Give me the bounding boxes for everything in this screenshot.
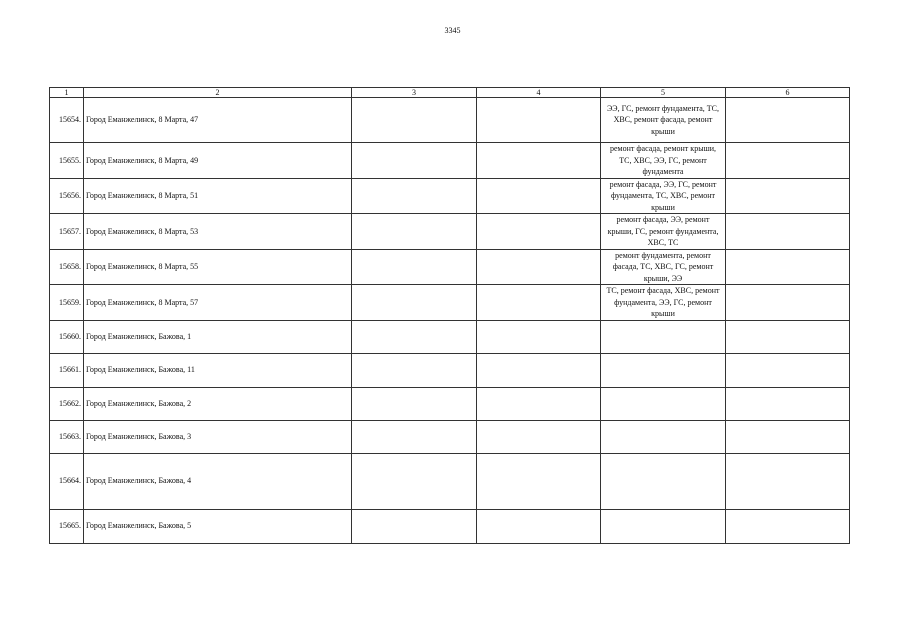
works-cell — [601, 420, 726, 453]
column-6-cell — [726, 420, 850, 453]
column-4-cell — [477, 509, 601, 543]
table-row — [50, 249, 850, 285]
column-4-cell — [477, 98, 601, 143]
address-cell: Город Еманжелинск, Бажова, 1 — [84, 320, 352, 353]
column-3-cell — [352, 249, 477, 285]
column-4-cell — [477, 178, 601, 214]
column-6-cell — [726, 214, 850, 250]
address-cell: Город Еманжелинск, 8 Марта, 57 — [84, 285, 352, 321]
row-number: 15663. — [50, 420, 84, 453]
address-cell: Город Еманжелинск, Бажова, 11 — [84, 353, 352, 387]
address-cell: Город Еманжелинск, Бажова, 3 — [84, 420, 352, 453]
address-cell: Город Еманжелинск, 8 Марта, 51 — [84, 178, 352, 214]
column-3-cell — [352, 143, 477, 179]
column-4-cell — [477, 320, 601, 353]
column-3-cell — [352, 453, 477, 509]
column-4-cell — [477, 249, 601, 285]
table-row — [50, 214, 850, 250]
column-3-cell — [352, 353, 477, 387]
column-3-cell — [352, 98, 477, 143]
column-4-cell — [477, 420, 601, 453]
column-6-cell — [726, 249, 850, 285]
works-cell — [601, 353, 726, 387]
row-number: 15654. — [50, 98, 84, 143]
address-cell: Город Еманжелинск, Бажова, 5 — [84, 509, 352, 543]
works-cell: ремонт фасада, ЭЭ, ремонт крыши, ГС, ремонт фундамента, ХВС, ТС — [601, 214, 726, 250]
column-6-cell — [726, 178, 850, 214]
table-row — [50, 98, 850, 143]
table-row — [50, 285, 850, 321]
column-4-cell — [477, 353, 601, 387]
row-number: 15661. — [50, 353, 84, 387]
column-6-cell — [726, 98, 850, 143]
row-number: 15656. — [50, 178, 84, 214]
table-row — [50, 143, 850, 179]
works-cell: ТС, ремонт фасада, ХВС, ремонт фундамента, ЭЭ, ГС, ремонт крыши — [601, 285, 726, 321]
table-row — [50, 420, 850, 453]
column-header: 2 — [84, 88, 352, 98]
column-6-cell — [726, 387, 850, 420]
row-number: 15664. — [50, 453, 84, 509]
header-row — [50, 88, 850, 98]
column-4-cell — [477, 453, 601, 509]
address-cell: Город Еманжелинск, 8 Марта, 47 — [84, 98, 352, 143]
column-6-cell — [726, 453, 850, 509]
column-3-cell — [352, 214, 477, 250]
address-cell: Город Еманжелинск, Бажова, 4 — [84, 453, 352, 509]
works-cell: ЭЭ, ГС, ремонт фундамента, ТС, ХВС, ремонт фасада, ремонт крыши — [601, 98, 726, 143]
address-cell: Город Еманжелинск, 8 Марта, 55 — [84, 249, 352, 285]
works-cell: ремонт фасада, ЭЭ, ГС, ремонт фундамента, ТС, ХВС, ремонт крыши — [601, 178, 726, 214]
page-number: 3345 — [444, 26, 461, 35]
row-number: 15665. — [50, 509, 84, 543]
column-4-cell — [477, 387, 601, 420]
works-cell — [601, 320, 726, 353]
works-cell — [601, 509, 726, 543]
table-row — [50, 320, 850, 353]
address-cell: Город Еманжелинск, 8 Марта, 49 — [84, 143, 352, 179]
column-6-cell — [726, 285, 850, 321]
row-number: 15659. — [50, 285, 84, 321]
row-number: 15658. — [50, 249, 84, 285]
column-4-cell — [477, 214, 601, 250]
column-header: 3 — [352, 88, 477, 98]
column-4-cell — [477, 143, 601, 179]
works-cell — [601, 387, 726, 420]
column-6-cell — [726, 353, 850, 387]
table-row — [50, 453, 850, 509]
column-header: 4 — [477, 88, 601, 98]
works-cell — [601, 453, 726, 509]
column-6-cell — [726, 509, 850, 543]
address-cell: Город Еманжелинск, Бажова, 2 — [84, 387, 352, 420]
column-4-cell — [477, 285, 601, 321]
column-3-cell — [352, 509, 477, 543]
row-number: 15657. — [50, 214, 84, 250]
column-3-cell — [352, 285, 477, 321]
row-number: 15660. — [50, 320, 84, 353]
table-row — [50, 353, 850, 387]
table-row — [50, 178, 850, 214]
address-cell: Город Еманжелинск, 8 Марта, 53 — [84, 214, 352, 250]
works-cell: ремонт фасада, ремонт крыши, ТС, ХВС, ЭЭ, ГС, ремонт фундамента — [601, 143, 726, 179]
column-header: 1 — [50, 88, 84, 98]
table-row — [50, 509, 850, 543]
works-cell: ремонт фундамента, ремонт фасада, ТС, ХВС, ГС, ремонт крыши, ЭЭ — [601, 249, 726, 285]
row-number: 15662. — [50, 387, 84, 420]
column-3-cell — [352, 387, 477, 420]
data-table — [49, 87, 850, 544]
column-header: 5 — [601, 88, 726, 98]
column-3-cell — [352, 320, 477, 353]
row-number: 15655. — [50, 143, 84, 179]
column-3-cell — [352, 420, 477, 453]
column-3-cell — [352, 178, 477, 214]
column-header: 6 — [726, 88, 850, 98]
column-6-cell — [726, 320, 850, 353]
column-6-cell — [726, 143, 850, 179]
table-row — [50, 387, 850, 420]
